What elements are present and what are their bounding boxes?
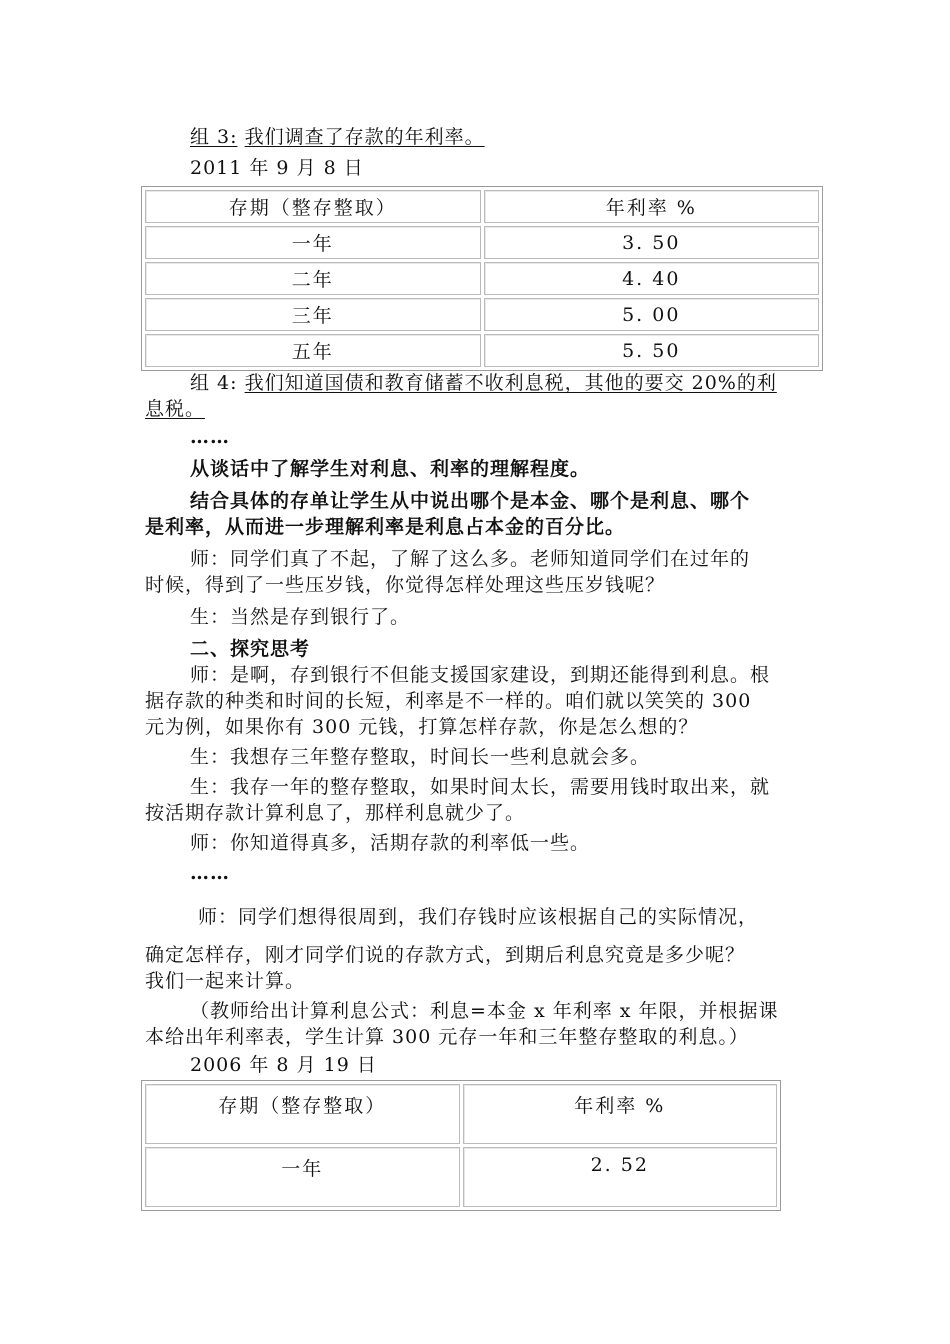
student-para-2: 生：我想存三年整存整取，时间长一些利息就会多。 <box>190 746 651 768</box>
group3-line <box>190 124 810 150</box>
teacher-para-2c: 元为例，如果你有 300 元钱，打算怎样存款，你是怎么想的？ <box>145 716 699 738</box>
rate-cell: 2. 52 <box>463 1147 778 1207</box>
teacher-para-2a: 师：是啊，存到银行不但能支援国家建设，到期还能得到利息。根 <box>190 664 771 686</box>
ellipsis-1: …… <box>190 426 230 448</box>
term-cell: 五年 <box>145 334 481 367</box>
date1: 2011 年 9 月 8 日 <box>190 157 364 179</box>
table-row <box>145 298 819 331</box>
teacher-para-4c: 我们一起来计算。 <box>145 970 306 992</box>
bold-objective-2b: 是利率，从而进一步理解利率是利息占本金的百分比。 <box>145 516 626 538</box>
table-header-row <box>145 190 819 223</box>
group3-text: 我们调查了存款的年利率。 <box>244 126 485 148</box>
header-term: 存期（整存整取） <box>145 1084 460 1144</box>
teacher-para-2b: 据存款的种类和时间的长短，利率是不一样的。咱们就以笑笑的 300 <box>145 690 752 712</box>
interest-rate-table-2006 <box>141 1080 781 1211</box>
student-para-3b: 按活期存款计算利息了，那样利息就少了。 <box>145 802 526 824</box>
term-cell: 一年 <box>145 226 481 259</box>
table-row <box>145 262 819 295</box>
term-cell: 二年 <box>145 262 481 295</box>
group4-label: 组 4: <box>190 372 238 394</box>
header-term: 存期（整存整取） <box>145 190 481 223</box>
teacher-para-1b: 时候，得到了一些压岁钱，你觉得怎样处理这些压岁钱呢？ <box>145 574 666 596</box>
table-row <box>145 334 819 367</box>
student-para-1: 生：当然是存到银行了。 <box>190 606 411 628</box>
teacher-para-4a: 师：同学们想得很周到，我们存钱时应该根据自己的实际情况， <box>198 906 759 928</box>
bold-objective-2a: 结合具体的存单让学生从中说出哪个是本金、哪个是利息、哪个 <box>190 490 751 512</box>
group4-line-2 <box>145 396 810 422</box>
rate-cell: 4. 40 <box>484 262 820 295</box>
group4-line <box>190 370 810 396</box>
rate-cell: 5. 50 <box>484 334 820 367</box>
table-row <box>145 226 819 259</box>
rate-cell: 3. 50 <box>484 226 820 259</box>
student-para-3a: 生：我存一年的整存整取，如果时间太长，需要用钱时取出来，就 <box>190 776 771 798</box>
teacher-para-3: 师：你知道得真多，活期存款的利率低一些。 <box>190 832 591 854</box>
teacher-para-4b: 确定怎样存，刚才同学们说的存款方式，到期后利息究竟是多少呢？ <box>145 944 746 966</box>
bold-objective-1: 从谈话中了解学生对利息、利率的理解程度。 <box>190 458 591 480</box>
date2: 2006 年 8 月 19 日 <box>190 1054 377 1076</box>
formula-para-b: 本给出年利率表，学生计算 300 元存一年和三年整存整取的利息。） <box>145 1026 749 1048</box>
term-cell: 一年 <box>145 1147 460 1207</box>
table-header-row <box>145 1084 777 1144</box>
header-rate: 年利率 % <box>484 190 820 223</box>
header-rate: 年利率 % <box>463 1084 778 1144</box>
interest-rate-table-2011 <box>141 186 823 371</box>
term-cell: 三年 <box>145 298 481 331</box>
ellipsis-2: …… <box>190 862 230 884</box>
rate-cell: 5. 00 <box>484 298 820 331</box>
teacher-para-1a: 师：同学们真了不起，了解了这么多。老师知道同学们在过年的 <box>190 548 751 570</box>
group3-label: 组 3: <box>190 126 238 148</box>
group4-text-2: 息税。 <box>145 398 206 420</box>
group4-text-1: 我们知道国债和教育储蓄不收利息税，其他的要交 20%的利 <box>244 372 777 394</box>
formula-para-a: （教师给出计算利息公式：利息=本金 x 年利率 x 年限，并根据课 <box>190 1000 779 1022</box>
section-heading: 二、探究思考 <box>190 638 311 660</box>
table-row <box>145 1147 777 1207</box>
